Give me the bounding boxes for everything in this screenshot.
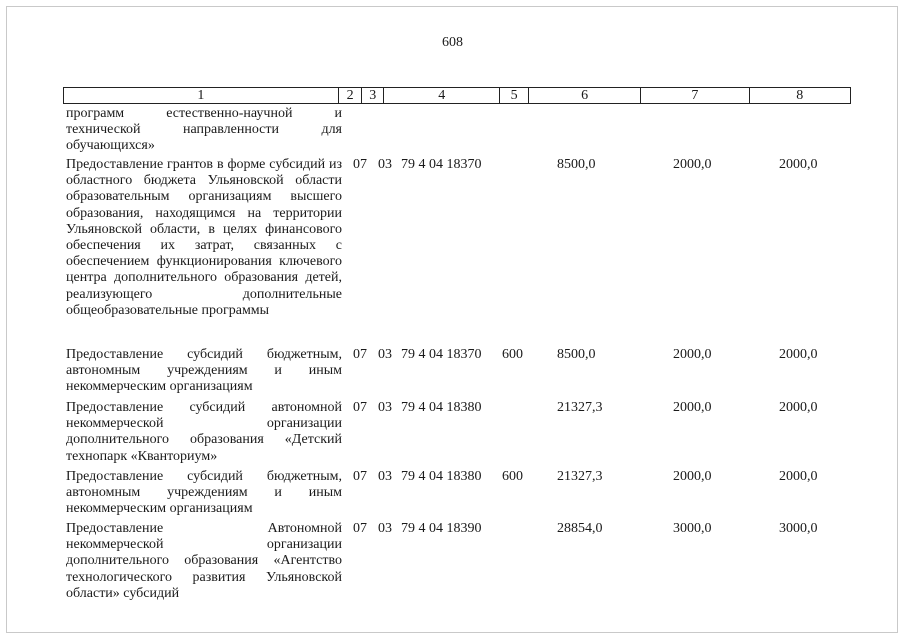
row-subsection: 03 <box>378 400 392 415</box>
row-subsection: 03 <box>378 469 392 484</box>
row-section: 07 <box>353 347 367 362</box>
header-col-6: 6 <box>529 88 641 103</box>
header-col-1: 1 <box>64 88 339 103</box>
row-expense-type: 600 <box>502 347 523 362</box>
row-amount-3: 2000,0 <box>779 157 818 172</box>
row-amount-2: 2000,0 <box>673 469 712 484</box>
row-target-article: 79 4 04 18380 <box>401 469 482 484</box>
row-amount-2: 2000,0 <box>673 157 712 172</box>
row-name: Предоставление Автономной некоммерческой организации дополнительного образования «Агентство технологического развития Ульяновской области» субсидий <box>66 521 342 601</box>
row-name: Предоставление субсидий бюджетным, автономным учреждениям и иным некоммерческим организациям <box>66 347 342 395</box>
row-target-article: 79 4 04 18370 <box>401 157 482 172</box>
header-col-4: 4 <box>384 88 500 103</box>
row-target-article: 79 4 04 18380 <box>401 400 482 415</box>
header-col-2: 2 <box>339 88 363 103</box>
header-col-7: 7 <box>641 88 749 103</box>
table-header <box>63 87 851 104</box>
row-amount-3: 2000,0 <box>779 400 818 415</box>
row-name: Предоставление субсидий бюджетным, автономным учреждениям и иным некоммерческим организациям <box>66 469 342 517</box>
row-section: 07 <box>353 157 367 172</box>
row-section: 07 <box>353 400 367 415</box>
row-amount-2: 3000,0 <box>673 521 712 536</box>
row-name: программ естественно-научной и технической направленности для обучающихся» <box>66 106 342 154</box>
row-section: 07 <box>353 469 367 484</box>
row-amount-1: 28854,0 <box>557 521 603 536</box>
row-amount-1: 21327,3 <box>557 469 603 484</box>
row-amount-1: 8500,0 <box>557 157 596 172</box>
page-number: 608 <box>442 35 463 50</box>
header-col-5: 5 <box>500 88 529 103</box>
row-amount-3: 2000,0 <box>779 469 818 484</box>
row-name: Предоставление субсидий автономной некоммерческой организации дополнительного образования «Детский технопарк «Кванториум» <box>66 400 342 464</box>
row-amount-1: 21327,3 <box>557 400 603 415</box>
row-section: 07 <box>353 521 367 536</box>
header-col-8: 8 <box>796 88 804 103</box>
row-amount-2: 2000,0 <box>673 400 712 415</box>
row-target-article: 79 4 04 18390 <box>401 521 482 536</box>
row-name: Предоставление грантов в форме субсидий из областного бюджета Ульяновской области образовательным организациям высшего образования, находящимся на территории Ульяновской области, в целях финансового обеспечения их затрат, связанных с обеспечением функционирования ключевого центра дополнительного образования детей, реализующего дополнительные общеобразовательные программы <box>66 157 342 318</box>
row-subsection: 03 <box>378 347 392 362</box>
row-amount-1: 8500,0 <box>557 347 596 362</box>
row-amount-3: 2000,0 <box>779 347 818 362</box>
row-subsection: 03 <box>378 157 392 172</box>
row-amount-2: 2000,0 <box>673 347 712 362</box>
row-target-article: 79 4 04 18370 <box>401 347 482 362</box>
header-col-3: 3 <box>362 88 384 103</box>
row-subsection: 03 <box>378 521 392 536</box>
row-amount-3: 3000,0 <box>779 521 818 536</box>
row-expense-type: 600 <box>502 469 523 484</box>
